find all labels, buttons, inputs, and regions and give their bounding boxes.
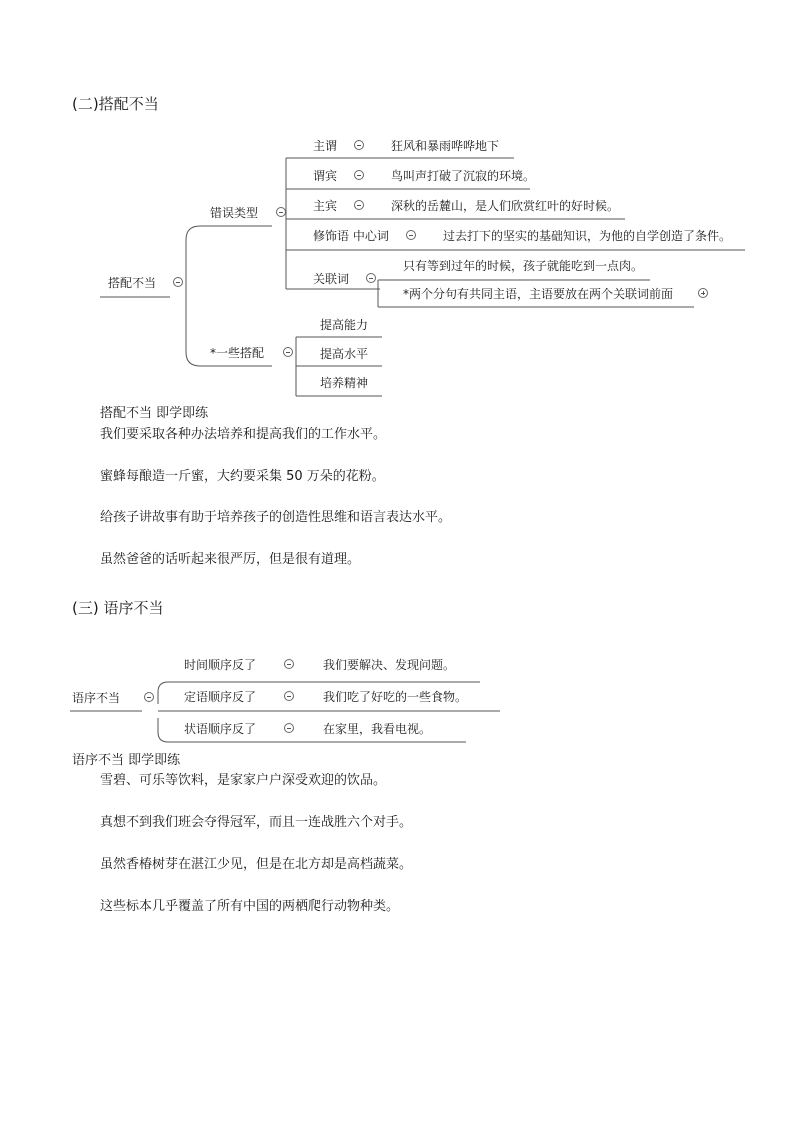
- collapse-toggle-icon[interactable]: [366, 273, 376, 283]
- practice-sentence: 蜜蜂每酿造一斤蜜，大约要采集 50 万朵的花粉。: [100, 469, 385, 484]
- expand-toggle-icon[interactable]: [698, 288, 708, 298]
- mindmap-example[interactable]: 在家里，我看电视。: [323, 722, 432, 736]
- collapse-toggle-icon[interactable]: [284, 723, 294, 733]
- mindmap-node-modifier-head[interactable]: 修饰语 中心词: [313, 229, 389, 243]
- practice-sentence: 雪碧、可乐等饮料，是家家户户深受欢迎的饮品。: [100, 773, 387, 788]
- mindmap-example[interactable]: 鸟叫声打破了沉寂的环境。: [391, 169, 536, 183]
- mindmap-node-predicate-object[interactable]: 谓宾: [313, 169, 338, 183]
- collapse-toggle-icon[interactable]: [354, 200, 364, 210]
- mindmap-node-attributive-order[interactable]: 定语顺序反了: [184, 690, 257, 704]
- mindmap-example[interactable]: 狂风和暴雨哗哗地下: [391, 139, 500, 153]
- mindmap-example[interactable]: 深秋的岳麓山，是人们欣赏红叶的好时候。: [391, 199, 620, 213]
- mindmap-collocation-item[interactable]: 培养精神: [320, 376, 369, 390]
- mindmap-root-collocation[interactable]: 搭配不当: [108, 276, 157, 290]
- mindmap-example[interactable]: 我们要解决、发现问题。: [323, 658, 456, 672]
- practice-sentence: 真想不到我们班会夺得冠军，而且一连战胜六个对手。: [100, 815, 413, 830]
- collapse-toggle-icon[interactable]: [283, 347, 293, 357]
- mindmap-example[interactable]: 过去打下的坚实的基础知识，为他的自学创造了条件。: [443, 229, 732, 243]
- collapse-toggle-icon[interactable]: [354, 170, 364, 180]
- practice-sentence: 这些标本几乎覆盖了所有中国的两栖爬行动物种类。: [100, 899, 400, 914]
- section-heading-collocation: (二)搭配不当: [72, 95, 159, 113]
- collapse-toggle-icon[interactable]: [284, 691, 294, 701]
- mindmap-branch-error-types[interactable]: 错误类型: [210, 206, 259, 220]
- practice-sentence: 我们要采取各种办法培养和提高我们的工作水平。: [100, 427, 387, 442]
- practice-sentence: 虽然爸爸的话听起来很严厉，但是很有道理。: [100, 552, 361, 567]
- mindmap-node-subject-object[interactable]: 主宾: [313, 199, 338, 213]
- collapse-toggle-icon[interactable]: [144, 692, 154, 702]
- mindmap-node-adverbial-order[interactable]: 状语顺序反了: [184, 722, 257, 736]
- mindmap-example[interactable]: 只有等到过年的时候，孩子就能吃到一点肉。: [403, 259, 644, 273]
- collapse-toggle-icon[interactable]: [276, 207, 286, 217]
- collapse-toggle-icon[interactable]: [284, 659, 294, 669]
- mindmap-root-word-order[interactable]: 语序不当: [72, 691, 121, 705]
- mindmap-note[interactable]: *两个分句有共同主语，主语要放在两个关联词前面: [403, 287, 674, 301]
- mindmap-example[interactable]: 我们吃了好吃的一些食物。: [323, 690, 468, 704]
- section-heading-word-order: (三) 语序不当: [72, 599, 164, 617]
- collapse-toggle-icon[interactable]: [173, 277, 183, 287]
- practice-title: 搭配不当 即学即练: [100, 406, 209, 421]
- collapse-toggle-icon[interactable]: [354, 140, 364, 150]
- mindmap-node-subject-predicate[interactable]: 主谓: [313, 139, 338, 153]
- mindmap-branch-collocations[interactable]: *一些搭配: [210, 346, 265, 360]
- practice-sentence: 给孩子讲故事有助于培养孩子的创造性思维和语言表达水平。: [100, 510, 452, 525]
- mindmap-node-conjunction[interactable]: 关联词: [313, 272, 350, 286]
- practice-sentence: 虽然香椿树芽在湛江少见，但是在北方却是高档蔬菜。: [100, 857, 413, 872]
- mindmap-node-time-order[interactable]: 时间顺序反了: [184, 658, 257, 672]
- practice-title: 语序不当 即学即练: [72, 753, 181, 768]
- mindmap-collocation-item[interactable]: 提高能力: [320, 318, 369, 332]
- mindmap-collocation-item[interactable]: 提高水平: [320, 347, 369, 361]
- collapse-toggle-icon[interactable]: [406, 230, 416, 240]
